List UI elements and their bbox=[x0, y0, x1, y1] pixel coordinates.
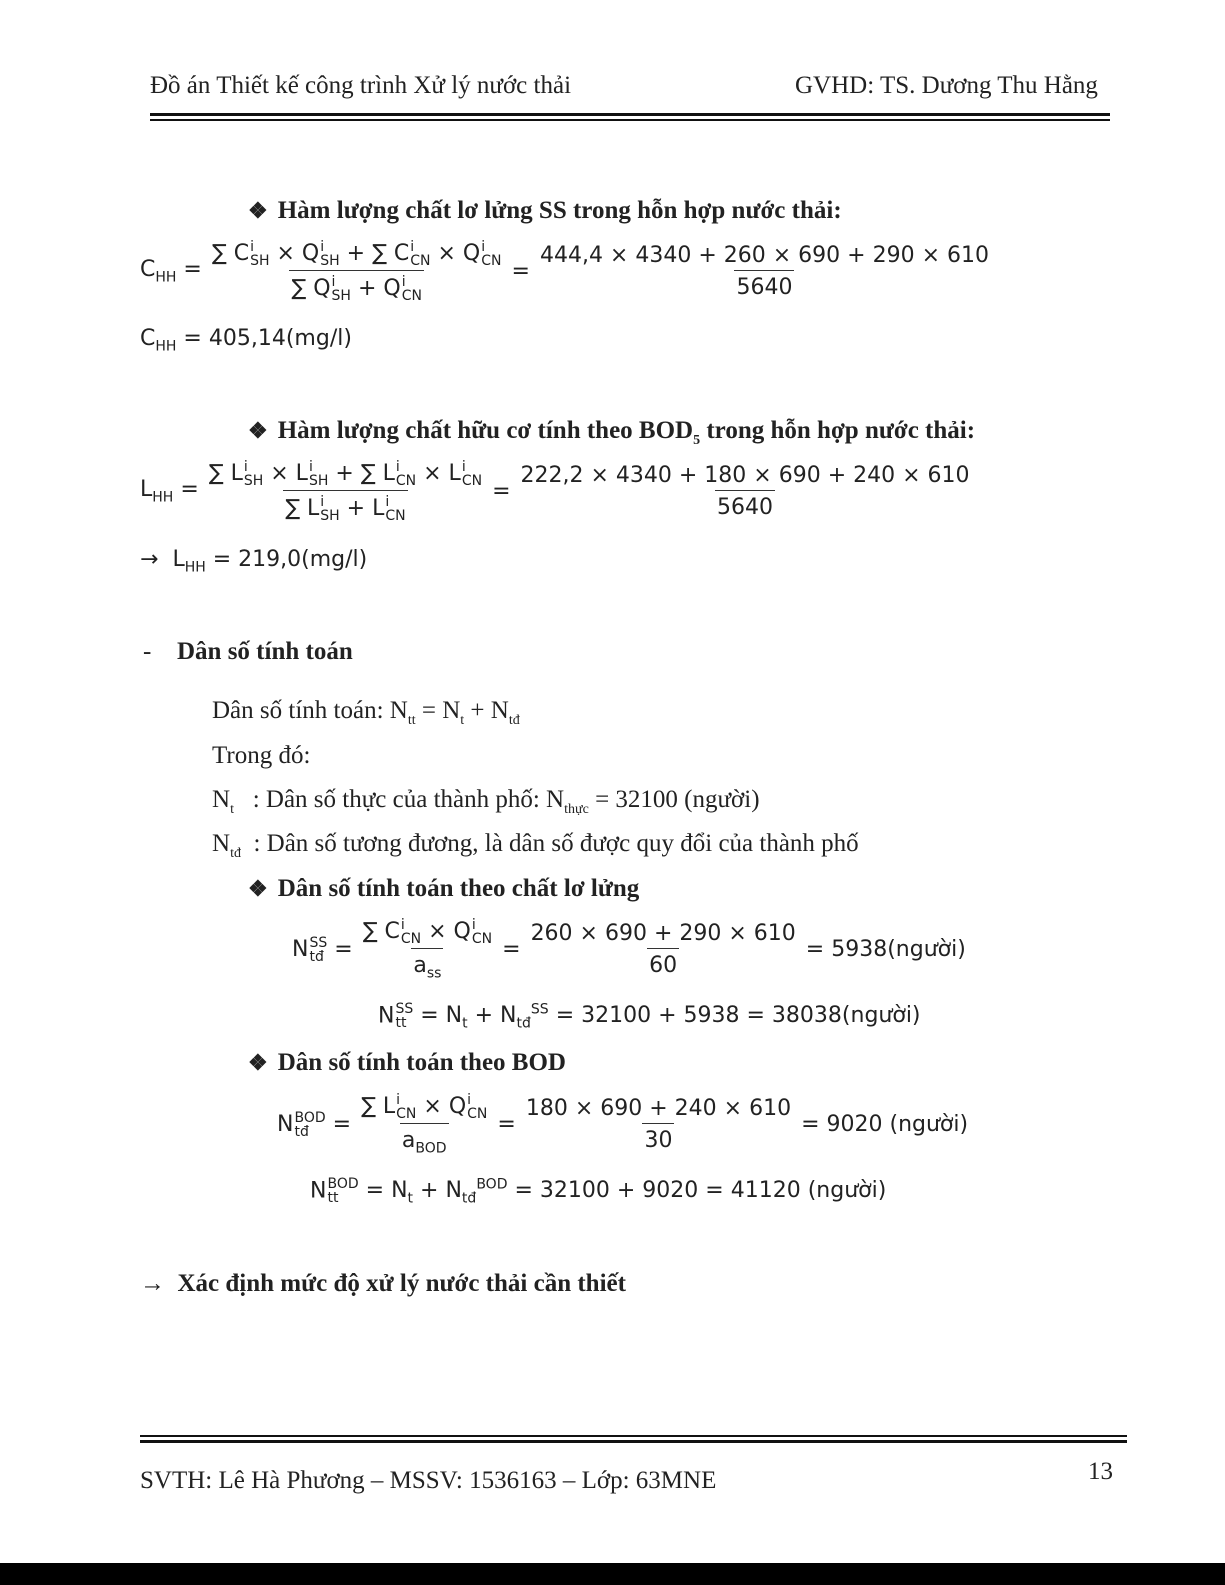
page-number: 13 bbox=[1088, 1458, 1113, 1485]
bod-pop-formula: N BOD tđ = ∑ L i CN × Q i CN $a_{BOD}$ = $\frac{180 \times 690 + 240 \times 610}{30}$ = 9020 (người) bbox=[277, 1092, 969, 1157]
arrow-right-icon: → bbox=[140, 1270, 165, 1297]
bod-pop-heading bbox=[248, 1049, 566, 1077]
bod-pop-result: = 9020 (người) bbox=[801, 1112, 969, 1138]
bod-heading-text: Hàm lượng chất hữu cơ tính theo BOD bbox=[277, 417, 694, 444]
diamond-bullet-icon: ❖ bbox=[248, 876, 268, 901]
ss-heading bbox=[248, 197, 842, 225]
trong-do: Trong đó: bbox=[212, 742, 311, 769]
ss-heading-text: Hàm lượng chất lơ lửng SS trong hỗn hợp nước thải: bbox=[277, 197, 842, 224]
bod-numeric-denominator: 5640 bbox=[715, 490, 775, 520]
footer-student: SVTH: Lê Hà Phương – MSSV: 1536163 – Lớp: 63MNE bbox=[140, 1467, 717, 1494]
ss-pop-num: 260 × 690 + 290 × 610 bbox=[530, 921, 796, 947]
ntd-desc: : Dân số tương đương, là dân số được quy đổi của thành phố bbox=[253, 830, 859, 857]
bod-heading bbox=[248, 417, 975, 449]
formula-label: Dân số tính toán: N bbox=[212, 697, 408, 724]
diamond-bullet-icon: ❖ bbox=[248, 418, 268, 443]
ss-pop-result: = 5938(người) bbox=[805, 937, 966, 963]
header-left: Đồ án Thiết kế công trình Xử lý nước thải bbox=[150, 72, 572, 99]
ss-pop-title: Dân số tính toán theo chất lơ lửng bbox=[277, 875, 640, 902]
conclusion bbox=[140, 1270, 626, 1298]
diamond-bullet-icon: ❖ bbox=[248, 198, 268, 223]
bod-pop-den: 30 bbox=[642, 1123, 674, 1153]
nt-line: $N_t$ : Dân số thực của thành phố: $N_{thực} = 32100$ (người) bbox=[212, 786, 760, 817]
bod-formula: $L_{HH}$ = ∑ L i SH × L i SH + ∑ L i CN × L i CN ∑ L i SH + L i CN = $\frac{222,2 \times 4340 + 180 \times 690 + 240 \times 610}{5640}$ bbox=[140, 459, 970, 524]
bod-heading-sub: 5 bbox=[693, 433, 701, 448]
diamond-bullet-icon: ❖ bbox=[248, 1050, 268, 1075]
bod-pop-title: Dân số tính toán theo BOD bbox=[277, 1049, 566, 1076]
bod-numeric-numerator: 222,2 × 4340 + 180 × 690 + 240 × 610 bbox=[520, 463, 970, 488]
ss-result: $C_{HH} = 405,14(mg/l)$ bbox=[140, 326, 352, 355]
ss-pop-total: N SS tt = $N_t + N_{tđ}^{SS} = 32100 + 5938$ = 38038(người) bbox=[378, 1001, 921, 1032]
ntd-line: $N_{tđ}$ : Dân số tương đương, là dân số được quy đổi của thành phố bbox=[212, 830, 859, 861]
conclusion-text: Xác định mức độ xử lý nước thải cần thiết bbox=[177, 1270, 626, 1297]
bod-pop-num: 180 × 690 + 240 × 610 bbox=[525, 1096, 792, 1122]
footer-rule-thick bbox=[140, 1440, 1127, 1443]
nt-value: = 32100 (người) bbox=[588, 786, 760, 813]
ss-numeric-denominator: 5640 bbox=[734, 270, 794, 300]
footer-rule-thin bbox=[140, 1435, 1127, 1437]
header-rule-thick bbox=[150, 113, 1110, 116]
bod-heading-end: trong hỗn hợp nước thải: bbox=[700, 417, 976, 444]
bod-pop-total: N BOD tt = $N_t + N_{tđ}^{BOD} = 32100 + 9020 = 41120$ (người) bbox=[310, 1176, 887, 1207]
ss-pop-formula: N SS tđ = ∑ C i CN × Q i CN $a_{ss}$ = $\frac{260 \times 690 + 290 \times 610}{60}$ = 5938(người) bbox=[292, 917, 966, 982]
bod-result: → $L_{HH} = 219,0(mg/l)$ bbox=[140, 547, 368, 576]
ss-numeric-numerator: 444,4 × 4340 + 260 × 690 + 290 × 610 bbox=[539, 243, 989, 268]
arrow-right-icon: → bbox=[140, 547, 159, 572]
header-right: GVHD: TS. Dương Thu Hằng bbox=[795, 72, 1098, 99]
ss-pop-heading bbox=[248, 875, 639, 903]
population-title: Dân số tính toán bbox=[177, 638, 353, 665]
ss-pop-den: 60 bbox=[647, 948, 679, 978]
header-rule-thin bbox=[150, 119, 1110, 121]
population-dash: - bbox=[143, 638, 152, 665]
ss-formula: $C_{HH}$ = ∑ C i SH × Q i SH + ∑ C i CN × Q i CN ∑ Q i SH + Q i CN = $\frac{444,4 \times 4340 + 260 \times 690 + 290 \times 610}{5640}$ bbox=[140, 239, 989, 304]
population-formula: Dân số tính toán: $N_{tt} = N_t + N_{tđ}$ bbox=[212, 697, 520, 728]
bottom-bar bbox=[0, 1563, 1225, 1585]
nt-desc: : Dân số thực của thành phố: N bbox=[252, 786, 565, 813]
